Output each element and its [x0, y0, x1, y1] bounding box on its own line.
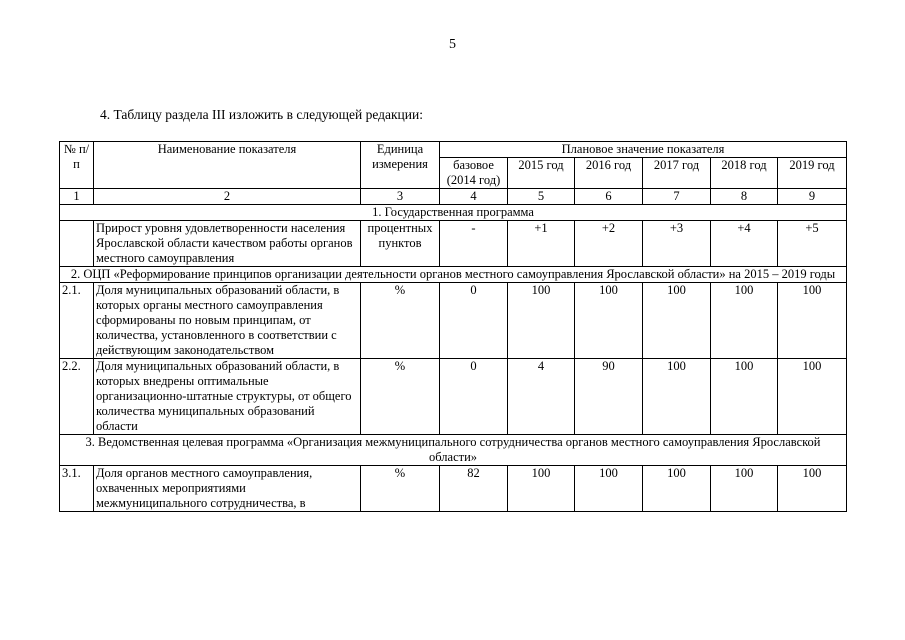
page-number: 5 — [449, 37, 456, 52]
row-value: - — [440, 221, 508, 267]
row-num — [60, 221, 94, 267]
header-2016: 2016 год — [575, 158, 643, 189]
section-row — [60, 435, 847, 466]
row-value: 90 — [575, 359, 643, 435]
column-number-row — [60, 189, 847, 205]
header-unit: Единица измерения — [361, 142, 440, 189]
row-value: 100 — [778, 283, 847, 359]
row-value: 100 — [711, 283, 778, 359]
row-unit: % — [361, 466, 440, 512]
row-value: +3 — [643, 221, 711, 267]
header-2019: 2019 год — [778, 158, 847, 189]
column-number: 8 — [711, 189, 778, 205]
row-name: Доля муниципальных образований области, в которых внедрены оптимальные организационно-штатные структуры, от общего количества муниципальных образований области — [94, 359, 361, 435]
row-name: Прирост уровня удовлетворенности населения Ярославской области качеством работы органов местного самоуправления — [94, 221, 361, 267]
row-unit: % — [361, 359, 440, 435]
indicators-table — [59, 141, 847, 512]
row-value: 100 — [643, 283, 711, 359]
row-name: Доля муниципальных образований области, в которых органы местного самоуправления сформированы по новым принципам, от количества, установленного в соответствии с действующим законодательством — [94, 283, 361, 359]
row-value: 82 — [440, 466, 508, 512]
column-number: 6 — [575, 189, 643, 205]
row-value: +4 — [711, 221, 778, 267]
row-num: 3.1. — [60, 466, 94, 512]
row-value: 0 — [440, 359, 508, 435]
row-num: 2.1. — [60, 283, 94, 359]
column-number: 7 — [643, 189, 711, 205]
row-value: +1 — [508, 221, 575, 267]
row-value: 0 — [440, 283, 508, 359]
row-value: 100 — [778, 466, 847, 512]
row-value: 100 — [778, 359, 847, 435]
row-value: 100 — [508, 466, 575, 512]
table-row — [60, 359, 847, 435]
column-number: 4 — [440, 189, 508, 205]
row-value: 100 — [711, 359, 778, 435]
table-row — [60, 221, 847, 267]
row-value: 100 — [643, 466, 711, 512]
column-number: 9 — [778, 189, 847, 205]
header-name: Наименование показателя — [94, 142, 361, 189]
header-2015: 2015 год — [508, 158, 575, 189]
row-value: 100 — [711, 466, 778, 512]
table-row — [60, 466, 847, 512]
header-num: № п/п — [60, 142, 94, 189]
column-number: 5 — [508, 189, 575, 205]
row-value: +2 — [575, 221, 643, 267]
header-2017: 2017 год — [643, 158, 711, 189]
row-value: 4 — [508, 359, 575, 435]
section-row — [60, 267, 847, 283]
row-value: +5 — [778, 221, 847, 267]
row-num: 2.2. — [60, 359, 94, 435]
row-unit: % — [361, 283, 440, 359]
row-value: 100 — [643, 359, 711, 435]
column-number: 2 — [94, 189, 361, 205]
section-title: 3. Ведомственная целевая программа «Организация межмуниципального сотрудничества органов местного самоуправления Ярославской области» — [60, 435, 847, 466]
header-2018: 2018 год — [711, 158, 778, 189]
column-number: 1 — [60, 189, 94, 205]
column-number: 3 — [361, 189, 440, 205]
row-value: 100 — [575, 283, 643, 359]
header-row-1 — [60, 142, 847, 158]
intro-text: 4. Таблицу раздела III изложить в следующей редакции: — [100, 107, 423, 122]
row-value: 100 — [508, 283, 575, 359]
row-unit: процентных пунктов — [361, 221, 440, 267]
row-value: 100 — [575, 466, 643, 512]
row-name: Доля органов местного самоуправления, охваченных мероприятиями межмуниципального сотрудничества, в — [94, 466, 361, 512]
table-row — [60, 283, 847, 359]
section-title: 1. Государственная программа — [60, 205, 847, 221]
header-base: базовое (2014 год) — [440, 158, 508, 189]
section-row — [60, 205, 847, 221]
section-title: 2. ОЦП «Реформирование принципов организации деятельности органов местного самоуправления Ярославской области» на 2015 – 2019 годы — [60, 267, 847, 283]
header-plan: Плановое значение показателя — [440, 142, 847, 158]
